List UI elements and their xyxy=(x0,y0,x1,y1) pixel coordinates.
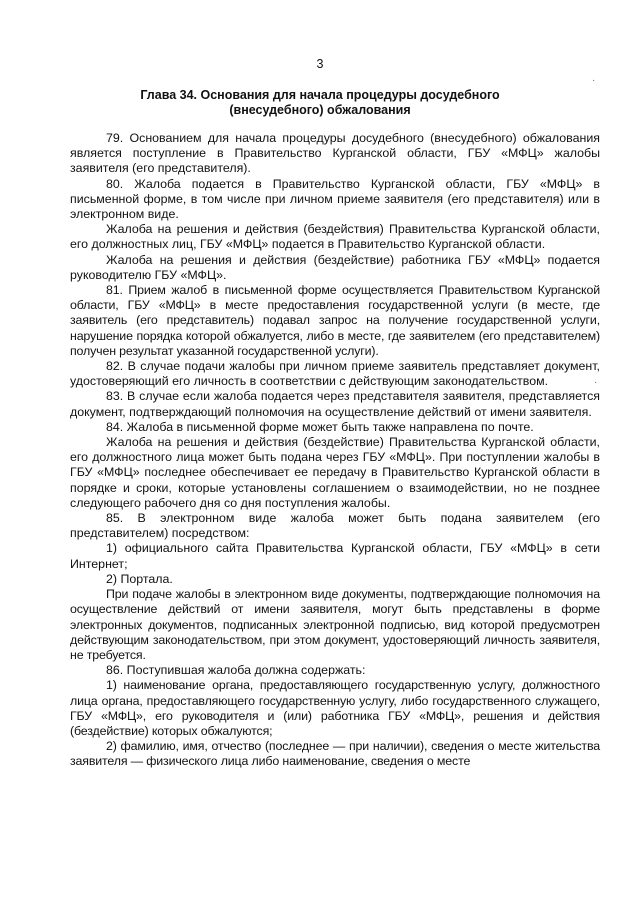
paragraph-85-electronic: При подаче жалобы в электронном виде документы, подтверждающие полномочия на осуществление действий от имени заявителя, могут быть представлены в форме электронных документов, подписанных электронной подписью, вид которой предусмотрен действующим законодательством, при этом документ, удостоверяющий личность заявителя, не требуется. xyxy=(70,587,600,662)
paragraph-85: 85. В электронном виде жалоба может быть подана заявителем (его представителем) посредством: xyxy=(70,511,600,541)
paragraph-81: 81. Прием жалоб в письменной форме осуществляется Правительством Курганской области, ГБУ «МФЦ» в месте предоставления государственной услуги (в месте, где заявитель (его представитель) подавал запрос на получение государственной услуги, нарушение порядка которой обжалуется, либо в месте, где заявителем (его представителем) получен результат указанной государственной услуги). xyxy=(70,283,600,358)
paragraph-80-mfc: Жалоба на решения и действия (бездействие) работника ГБУ «МФЦ» подается руководителю ГБУ «МФЦ». xyxy=(70,252,600,282)
paragraph-80: 80. Жалоба подается в Правительство Курганской области, ГБУ «МФЦ» в письменной форме, в том числе при личном приеме заявителя (его представителя) или в электронном виде. xyxy=(70,176,600,222)
paragraph-83: 83. В случае если жалоба подается через представителя заявителя, представляется документ, подтверждающий полномочия на осуществление действий от имени заявителя. xyxy=(70,389,600,419)
scan-speck: · xyxy=(592,75,596,86)
paragraph-82: 82. В случае подачи жалобы при личном приеме заявитель представляет документ, удостоверяющий его личность в соответствии с действующим законодательством. xyxy=(70,359,600,389)
scan-speck: · xyxy=(594,377,598,388)
paragraph-84: 84. Жалоба в письменной форме может быть также направлена по почте. xyxy=(106,419,534,434)
paragraph-80-government: Жалоба на решения и действия (бездействия) Правительства Курганской области, его должностных лиц, ГБУ «МФЦ» подается в Правительство Курганской области. xyxy=(70,222,600,252)
paragraph-86-item-1: 1) наименование органа, предоставляющего государственную услугу, должностного лица органа, предоставляющего государственную услугу, либо государственного служащего, ГБУ «МФЦ», его руководителя и (или) работника ГБУ «МФЦ», решения и действия (бездействие) которых обжалуются; xyxy=(70,678,600,738)
paragraph-84-mfc: Жалоба на решения и действия (бездействие) Правительства Курганской области, его должностного лица может быть подана через ГБУ «МФЦ». При поступлении жалобы в ГБУ «МФЦ» последнее обеспечивает ее передачу в Правительство Курганской области в порядке и сроки, которые установлены соглашением о взаимодействии, но не позднее следующего рабочего дня со дня поступления жалобы. xyxy=(70,435,600,510)
document-body xyxy=(70,131,600,770)
paragraph-85-item-1: 1) официального сайта Правительства Курганской области, ГБУ «МФЦ» в сети Интернет; xyxy=(70,541,600,571)
paragraph-86-item-2: 2) фамилию, имя, отчество (последнее — при наличии), сведения о месте жительства заявителя — физического лица либо наименование, сведения о месте xyxy=(70,739,600,769)
paragraph-79: 79. Основанием для начала процедуры досудебного (внесудебного) обжалования является поступление в Правительство Курганской области, ГБУ «МФЦ» жалобы заявителя (его представителя). xyxy=(70,131,600,176)
paragraph-86: 86. Поступившая жалоба должна содержать: xyxy=(106,663,366,678)
paragraph-85-item-2: 2) Портала. xyxy=(106,571,173,586)
chapter-heading: Глава 34. Основания для начала процедуры досудебного (внесудебного) обжалования xyxy=(140,88,500,117)
page-number: 3 xyxy=(316,57,324,71)
